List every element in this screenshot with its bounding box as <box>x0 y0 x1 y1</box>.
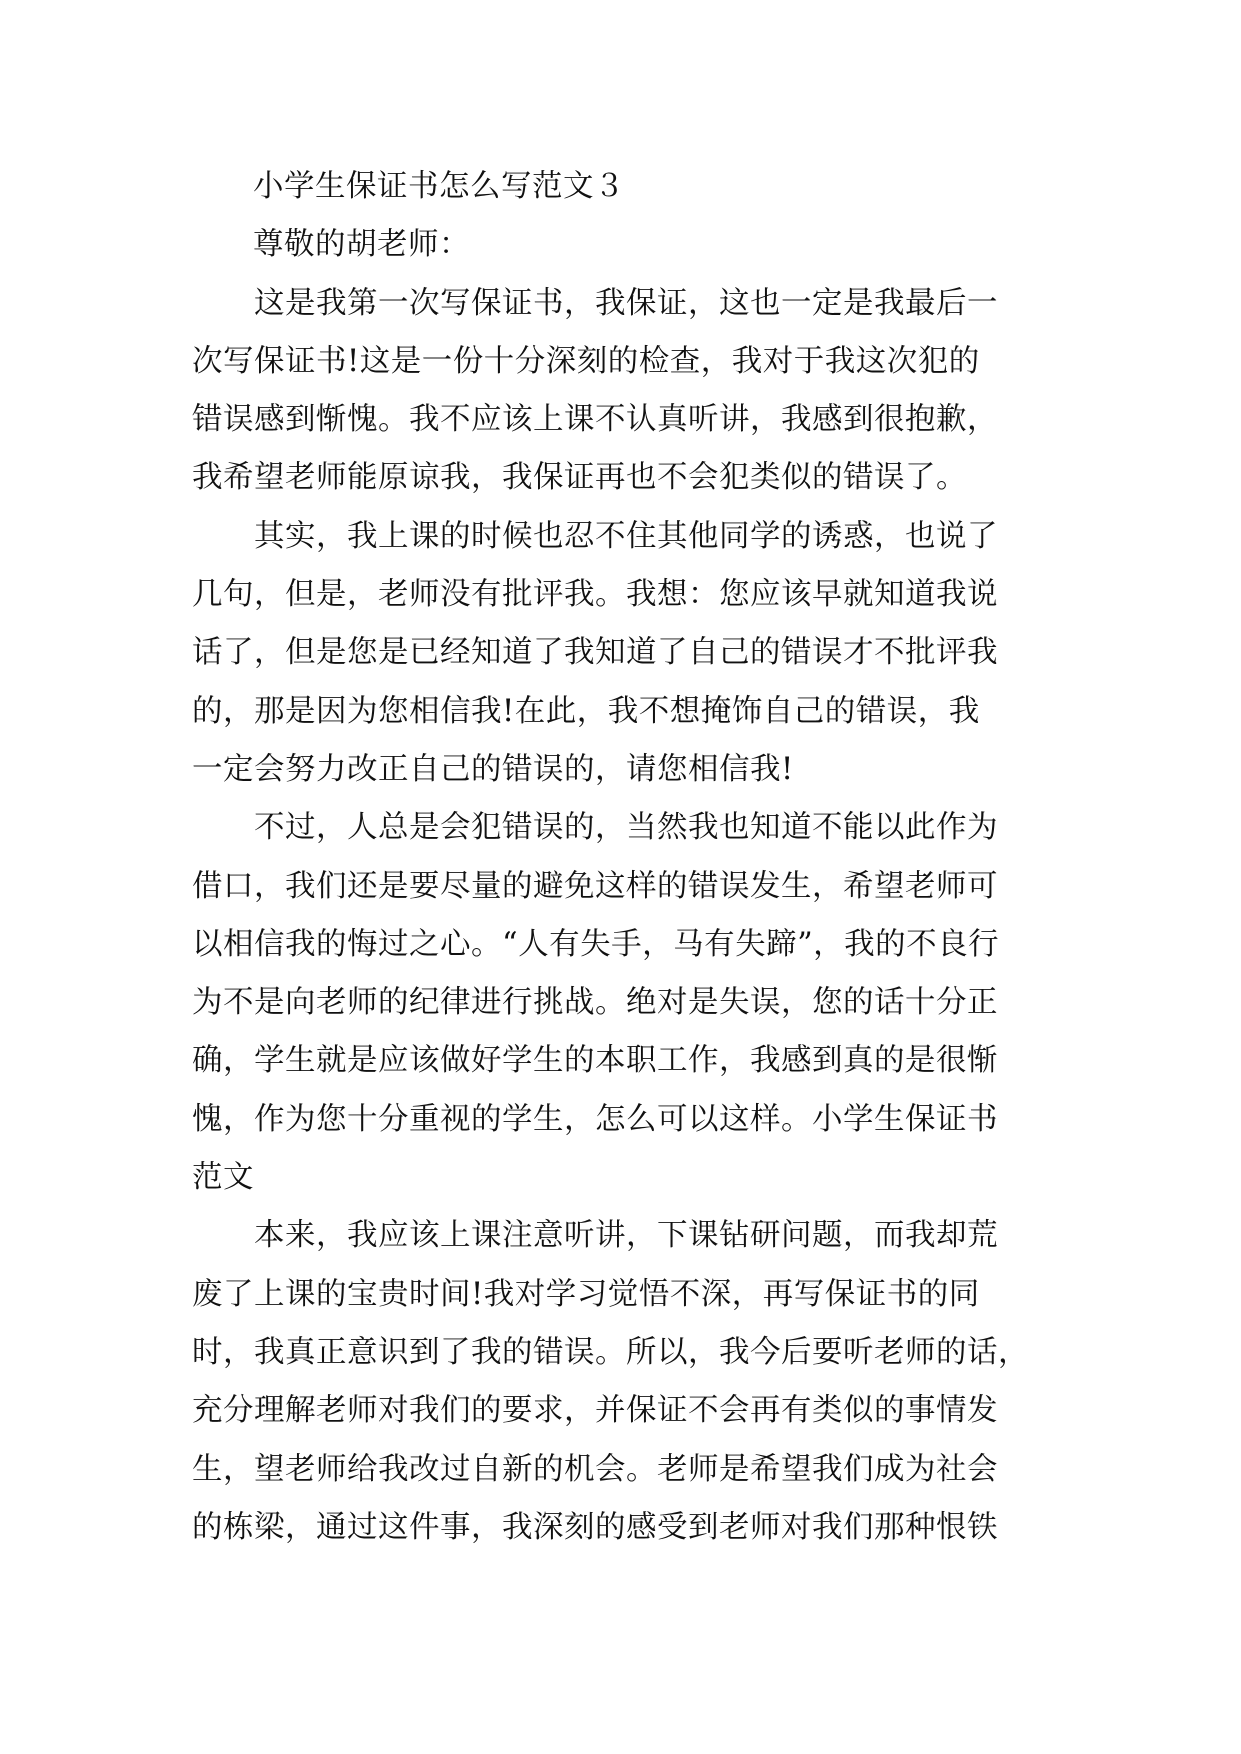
body-line: 废了上课的宝贵时间!我对学习觉悟不深，再写保证书的同 <box>192 1276 980 1312</box>
body-line: 错误感到惭愧。我不应该上课不认真听讲，我感到很抱歉， <box>192 402 998 438</box>
body-line: 一定会努力改正自己的错误的，请您相信我! <box>192 751 794 787</box>
body-line: 时，我真正意识到了我的错误。所以，我今后要听老师的话， <box>192 1334 1029 1370</box>
body-line: 范文 <box>192 1160 254 1196</box>
body-line: 以相信我的悔过之心。“人有失手，马有失蹄”，我的不良行 <box>192 926 1000 962</box>
salutation: 尊敬的胡老师： <box>253 227 470 263</box>
document-title: 小学生保证书怎么写范文３ <box>253 169 625 204</box>
body-line: 不过，人总是会犯错误的，当然我也知道不能以此作为 <box>192 810 998 846</box>
body-line: 的栋梁，通过这件事，我深刻的感受到老师对我们那种恨铁 <box>192 1509 998 1545</box>
body-line: 生，望老师给我改过自新的机会。老师是希望我们成为社会 <box>192 1451 998 1487</box>
body-line: 确，学生就是应该做好学生的本职工作，我感到真的是很惭 <box>192 1043 998 1079</box>
body-line: 本来，我应该上课注意听讲，下课钻研问题，而我却荒 <box>192 1218 998 1254</box>
body-line: 这是我第一次写保证书，我保证，这也一定是我最后一 <box>192 285 998 321</box>
body-line: 借口，我们还是要尽量的避免这样的错误发生，希望老师可 <box>192 868 998 904</box>
body-line: 话了，但是您是已经知道了我知道了自己的错误才不批评我 <box>192 635 998 671</box>
body-line: 其实，我上课的时候也忍不住其他同学的诱惑，也说了 <box>192 518 998 554</box>
body-line: 愧，作为您十分重视的学生，怎么可以这样。小学生保证书 <box>192 1101 998 1137</box>
body-line: 几句，但是，老师没有批评我。我想：您应该早就知道我说 <box>192 577 998 613</box>
body-line: 次写保证书!这是一份十分深刻的检查，我对于我这次犯的 <box>192 343 980 379</box>
document-body <box>192 158 1052 1557</box>
body-line: 的，那是因为您相信我!在此，我不想掩饰自己的错误，我 <box>192 693 980 729</box>
body-line: 充分理解老师对我们的要求，并保证不会再有类似的事情发 <box>192 1393 998 1429</box>
body-line: 我希望老师能原谅我，我保证再也不会犯类似的错误了。 <box>192 460 967 496</box>
body-line: 为不是向老师的纪律进行挑战。绝对是失误，您的话十分正 <box>192 985 998 1021</box>
